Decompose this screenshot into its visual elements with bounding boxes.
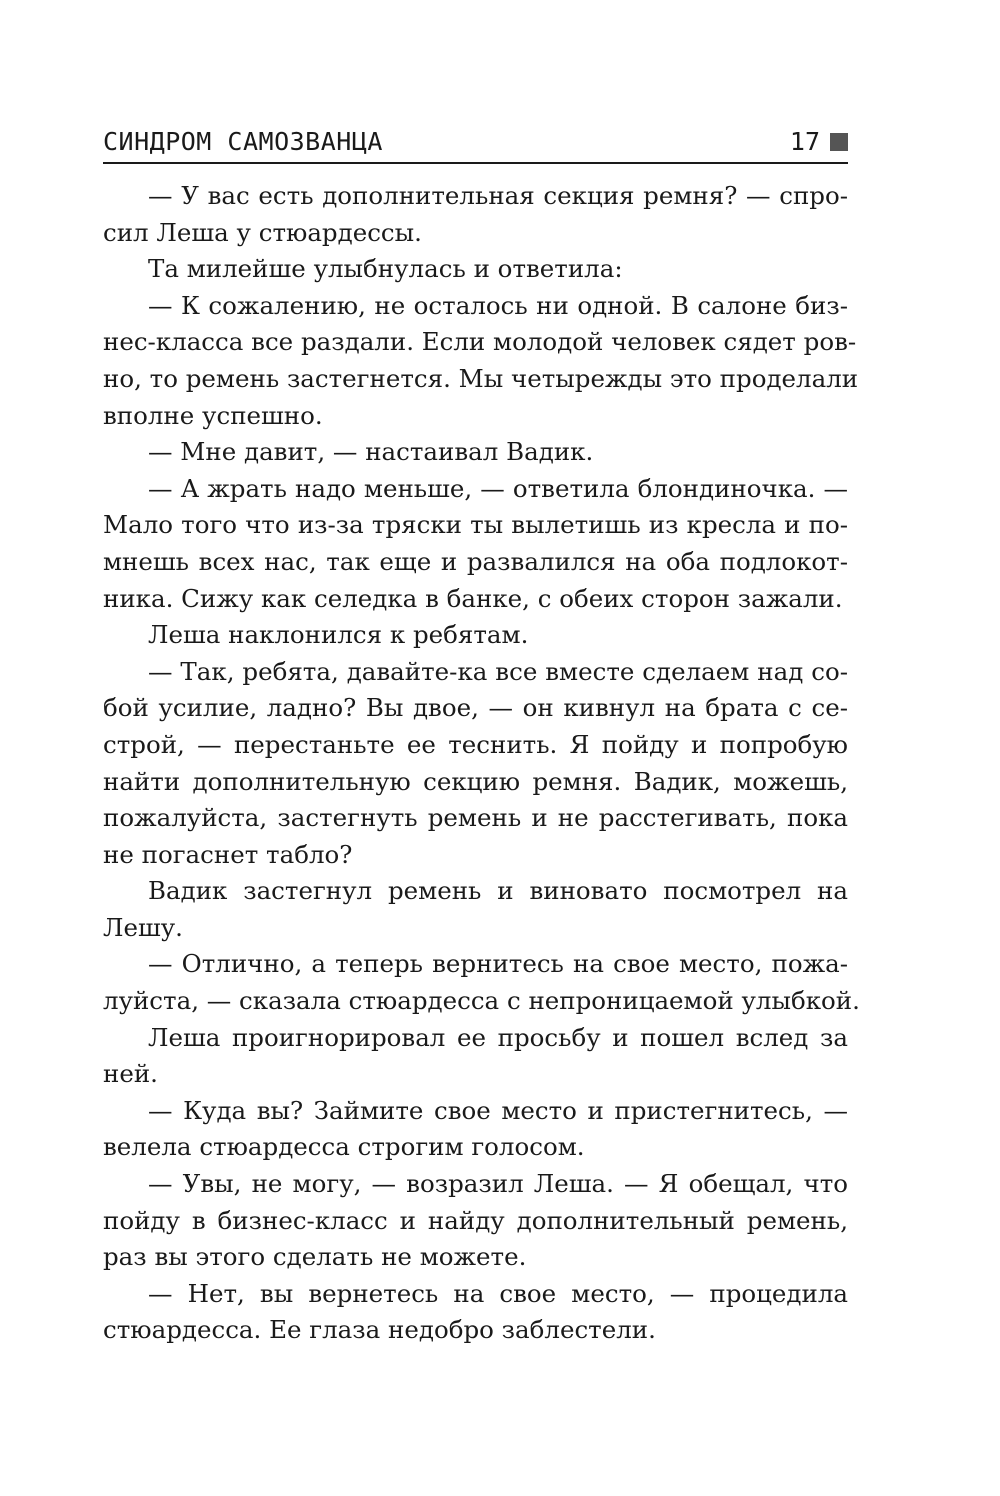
text-line: пойду в бизнес-класс и найду дополнительный ремень, [103,1205,848,1235]
running-title: СИНДРОМ САМОЗВАНЦА [103,127,383,156]
folio [790,127,848,156]
paragraph [103,471,848,617]
text-line: раз вы этого сделать не можете. [103,1242,527,1272]
text-line: Леша наклонился к ребятам. [148,620,529,650]
paragraph [103,873,848,946]
text-line: — У вас есть дополнительная секция ремня? — спро- [148,181,848,210]
text-line: — Отлично, а теперь вернитесь на свое место, пожа- [148,949,848,979]
paragraph [103,251,848,288]
text-line: найти дополнительную секцию ремня. Вадик, можешь, [103,766,848,796]
paragraph [103,1020,848,1093]
paragraph [103,617,848,654]
text-line: — Нет, вы вернетесь на свое место, — процедила [148,1278,848,1308]
page-number: 17 [789,127,820,156]
text-line: не погаснет табло? [103,839,353,869]
paragraph [103,1093,848,1166]
paragraph [103,434,848,471]
text-line: но, то ремень застегнется. Мы четырежды это проделали [103,363,859,393]
text-line: Лешу. [103,912,183,942]
text-line: строй, — перестаньте ее теснить. Я пойду и попробую [103,729,848,759]
body-text [103,178,860,1349]
text-line: — Куда вы? Займите свое место и пристегнитесь, — [148,1095,848,1125]
text-line: сил Леша у стюардессы. [103,217,422,247]
text-line: велела стюардесса строгим голосом. [103,1132,585,1162]
paragraph [103,178,848,251]
text-line: пожалуйста, застегнуть ремень и не расстегивать, пока [103,803,848,833]
text-line: ника. Сижу как селедка в банке, с обеих сторон зажали. [103,583,843,613]
folio-square-icon [830,133,848,151]
text-line: мнешь всех нас, так еще и развалился на оба подлокот- [103,546,848,576]
text-line: — Увы, не могу, — возразил Леша. — Я обещал, что [148,1169,848,1199]
text-line: Та милейше улыбнулась и ответила: [148,254,623,284]
text-line: — А жрать надо меньше, — ответила блондиночка. — [148,473,848,503]
text-line: нес-класса все раздали. Если молодой человек сядет ров- [103,327,857,357]
text-line: Вадик застегнул ремень и виновато посмотрел на [148,876,848,906]
paragraph [103,1166,848,1276]
text-line: Леша проигнорировал ее просьбу и пошел вслед за [148,1022,848,1052]
paragraph [103,1276,848,1349]
text-line: Мало того что из-за тряски ты вылетишь из кресла и по- [103,510,848,540]
text-line: — Так, ребята, давайте-ка все вместе сделаем над со- [148,656,848,686]
text-line: вполне успешно. [103,400,323,430]
text-line: — Мне давит, — настаивал Вадик. [148,437,594,467]
paragraph [103,946,860,1019]
paragraph [103,288,859,434]
text-line: стюардесса. Ее глаза недобро заблестели. [103,1315,656,1345]
running-header [103,122,848,164]
text-line: — К сожалению, не осталось ни одной. В салоне биз- [148,290,848,320]
text-line: ней. [103,1059,158,1089]
paragraph [103,654,848,874]
text-line: бой усилие, ладно? Вы двое, — он кивнул на брата с се- [103,693,848,723]
text-line: луйста, — сказала стюардесса с непроницаемой улыбкой. [103,986,860,1016]
